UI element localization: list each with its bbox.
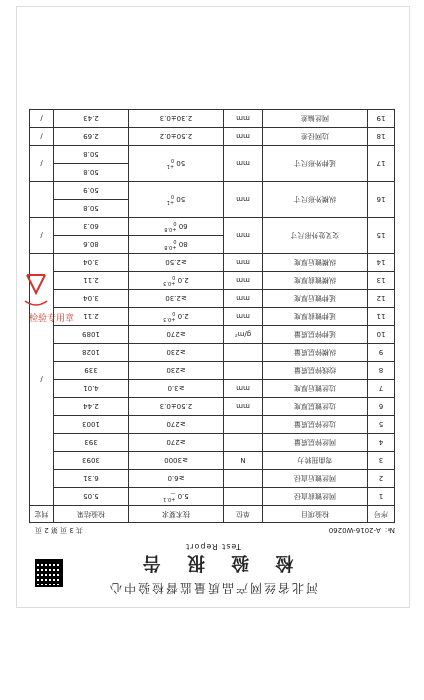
row-result: 4.01 [54,380,129,398]
row-item: 网丝镀前直径 [263,488,368,506]
row-result: 2.69 [54,128,129,146]
row-unit: g/m² [224,326,263,344]
row-item: 延伸锌层质量 [263,326,368,344]
row-result: 6.31 [54,470,129,488]
table-row [30,128,395,146]
req-plus: +0.8 [164,244,177,251]
row-result-2: 50.9 [54,182,129,200]
row-item: 边丝锌层质量 [263,416,368,434]
table-row [30,452,395,470]
row-result: 2.11 [54,308,129,326]
req-plus: +1 [166,199,175,206]
row-no: 18 [368,128,395,146]
row-result: 5.05 [54,488,129,506]
table-row [30,290,395,308]
row-unit: mm [224,110,263,128]
col-header-no: 序号 [368,506,395,523]
row-requirement: ≥270 [129,326,224,344]
row-requirement [129,488,224,506]
row-item: 边网径差 [263,128,368,146]
table-row [30,164,395,182]
row-result: 2.43 [54,110,129,128]
row-requirement [129,308,224,326]
row-verdict [30,182,54,218]
table-row [30,398,395,416]
req-plus: +0.8 [164,226,177,233]
table-row [30,254,395,272]
report-title: 检 验 报 告 [132,552,294,573]
page-info: 共 3 页 第 2 页 [35,526,84,534]
row-result: 393 [54,434,129,452]
row-no: 19 [368,110,395,128]
row-no: 3 [368,452,395,470]
rotated-page [17,7,409,607]
row-item: 延伸外形尺寸 [263,146,368,182]
row-result: 2.11 [54,272,129,290]
row-requirement: 2.50±0.3 [129,398,224,416]
row-no: 15 [368,218,395,254]
row-unit: mm [224,218,263,254]
table-row [30,380,395,398]
row-no: 17 [368,146,395,182]
req-minus: 0 [173,220,177,227]
row-unit: mm [224,128,263,146]
row-no: 14 [368,254,395,272]
row-unit: mm [224,254,263,272]
report-number-value: A-2016-W0260 [328,526,381,534]
row-unit: mm [224,182,263,218]
row-unit: mm [224,146,263,182]
row-result: 50.8 [54,164,129,182]
row-item: 绞线锌层质量 [263,362,368,380]
row-unit: mm [224,398,263,416]
report-sheet [16,6,410,608]
table-header-row [30,506,395,523]
row-unit [224,488,263,506]
report-number-label: №： [380,526,395,534]
row-result: 50.8 [54,200,129,218]
row-item: 网丝偏差 [263,110,368,128]
row-requirement: ≥270 [129,434,224,452]
row-requirement: ≥270 [129,416,224,434]
row-requirement: ≥6.0 [129,470,224,488]
row-unit: mm [224,380,263,398]
req-tolerance [163,275,175,287]
col-header-requirement: 技术要求 [129,506,224,523]
req-tolerance [167,194,174,206]
col-header-verdict: 判定 [30,506,54,523]
row-result: 1089 [54,326,129,344]
row-item: 网丝锌层质量 [263,434,368,452]
row-requirement: ≥2.30 [129,290,224,308]
row-verdict: / [30,218,54,254]
row-unit [224,344,263,362]
agency-name: 河北省丝网产品质量监督检验中心 [108,581,319,595]
row-no: 4 [368,434,395,452]
req-plus: +0.3 [163,280,176,287]
report-title-en: Test Report [185,542,241,551]
req-tolerance [163,311,175,323]
row-result: 3093 [54,452,129,470]
req-minus: 0 [170,193,175,200]
table-row [30,308,395,326]
row-item: 网丝镀后直径 [263,470,368,488]
row-unit: mm [224,308,263,326]
row-unit: N [224,452,263,470]
req-minus: 0 [172,310,176,317]
inspection-stamp-icon [21,265,75,325]
row-requirement-2 [129,218,224,236]
row-result: 339 [54,362,129,380]
row-result: 80.6 [54,236,129,254]
row-result: 3.04 [54,290,129,308]
table-row [30,488,395,506]
row-requirement: ≥230 [129,362,224,380]
row-no: 6 [368,398,395,416]
table-row [30,110,395,128]
row-unit [224,416,263,434]
results-table [29,109,395,523]
row-no: 16 [368,182,395,218]
row-result-2: 50.8 [54,146,129,164]
row-item: 边丝镀后厚度 [263,380,368,398]
row-item: 交叉处外形尺寸 [263,218,368,254]
row-unit [224,434,263,452]
table-row [30,200,395,218]
row-requirement: ≥2.50 [129,254,224,272]
row-item: 弯曲扭转力 [263,452,368,470]
row-no: 13 [368,272,395,290]
row-unit [224,362,263,380]
row-unit: mm [224,272,263,290]
table-row [30,344,395,362]
row-requirement [129,236,224,254]
req-main: 2.0 [177,276,189,285]
stamp-text: 检验专用章 [29,314,75,324]
row-verdict: / [30,128,54,146]
table-row [30,434,395,452]
row-item: 纵横外形尺寸 [263,182,368,218]
row-no: 5 [368,416,395,434]
row-no: 7 [368,380,395,398]
row-no: 11 [368,308,395,326]
col-header-item: 检验项目 [263,506,368,523]
row-unit [224,470,263,488]
row-unit: mm [224,290,263,308]
req-tolerance [163,491,175,503]
req-tolerance [164,239,176,251]
row-no: 10 [368,326,395,344]
req-main: 5.0 [177,492,189,501]
row-requirement: ≥230 [129,344,224,362]
row-requirement [129,182,224,218]
req-tolerance [167,158,174,170]
req-main: 60 [178,222,188,231]
table-row [30,416,395,434]
req-tolerance [164,221,176,233]
report-number [329,525,395,535]
row-result: 1003 [54,416,129,434]
row-result: 3.04 [54,254,129,272]
row-no: 2 [368,470,395,488]
row-requirement: ≥3.0 [129,380,224,398]
req-minus: 0 [173,238,177,245]
req-main: 80 [178,240,188,249]
row-result: 1028 [54,344,129,362]
row-item: 纵横锌层质量 [263,344,368,362]
row-verdict: / [30,110,54,128]
row-item: 纵横镀前厚度 [263,272,368,290]
req-minus: 0 [170,157,175,164]
table-row [30,362,395,380]
row-item: 边丝镀层厚度 [263,398,368,416]
row-item: 纵横镀后厚度 [263,254,368,272]
row-requirement: 2.50±0.2 [129,128,224,146]
row-result: 2.44 [54,398,129,416]
table-row [30,272,395,290]
req-plus: +0.3 [163,316,176,323]
row-requirement: ≥3000 [129,452,224,470]
req-plus: +1 [166,163,175,170]
col-header-result: 检验结果 [54,506,129,523]
table-row [30,236,395,254]
row-no: 9 [368,344,395,362]
table-row [30,326,395,344]
row-verdict: / [30,254,54,506]
row-result-2: 60.3 [54,218,129,236]
row-item: 延伸镀前厚度 [263,308,368,326]
row-requirement [129,146,224,182]
req-minus: — [170,490,176,497]
row-no: 12 [368,290,395,308]
row-requirement [129,272,224,290]
row-verdict: / [30,146,54,182]
row-no: 8 [368,362,395,380]
req-main: 2.0 [177,312,189,321]
req-main: 50 [176,195,186,204]
row-item: 延伸镀后厚度 [263,290,368,308]
req-minus: 0 [172,274,176,281]
req-plus: +0.1 [163,496,176,503]
table-row [30,470,395,488]
row-requirement: 2.30±0.3 [129,110,224,128]
req-main: 50 [176,159,186,168]
qr-code-icon [35,559,63,587]
col-header-unit: 单位 [224,506,263,523]
row-no: 1 [368,488,395,506]
